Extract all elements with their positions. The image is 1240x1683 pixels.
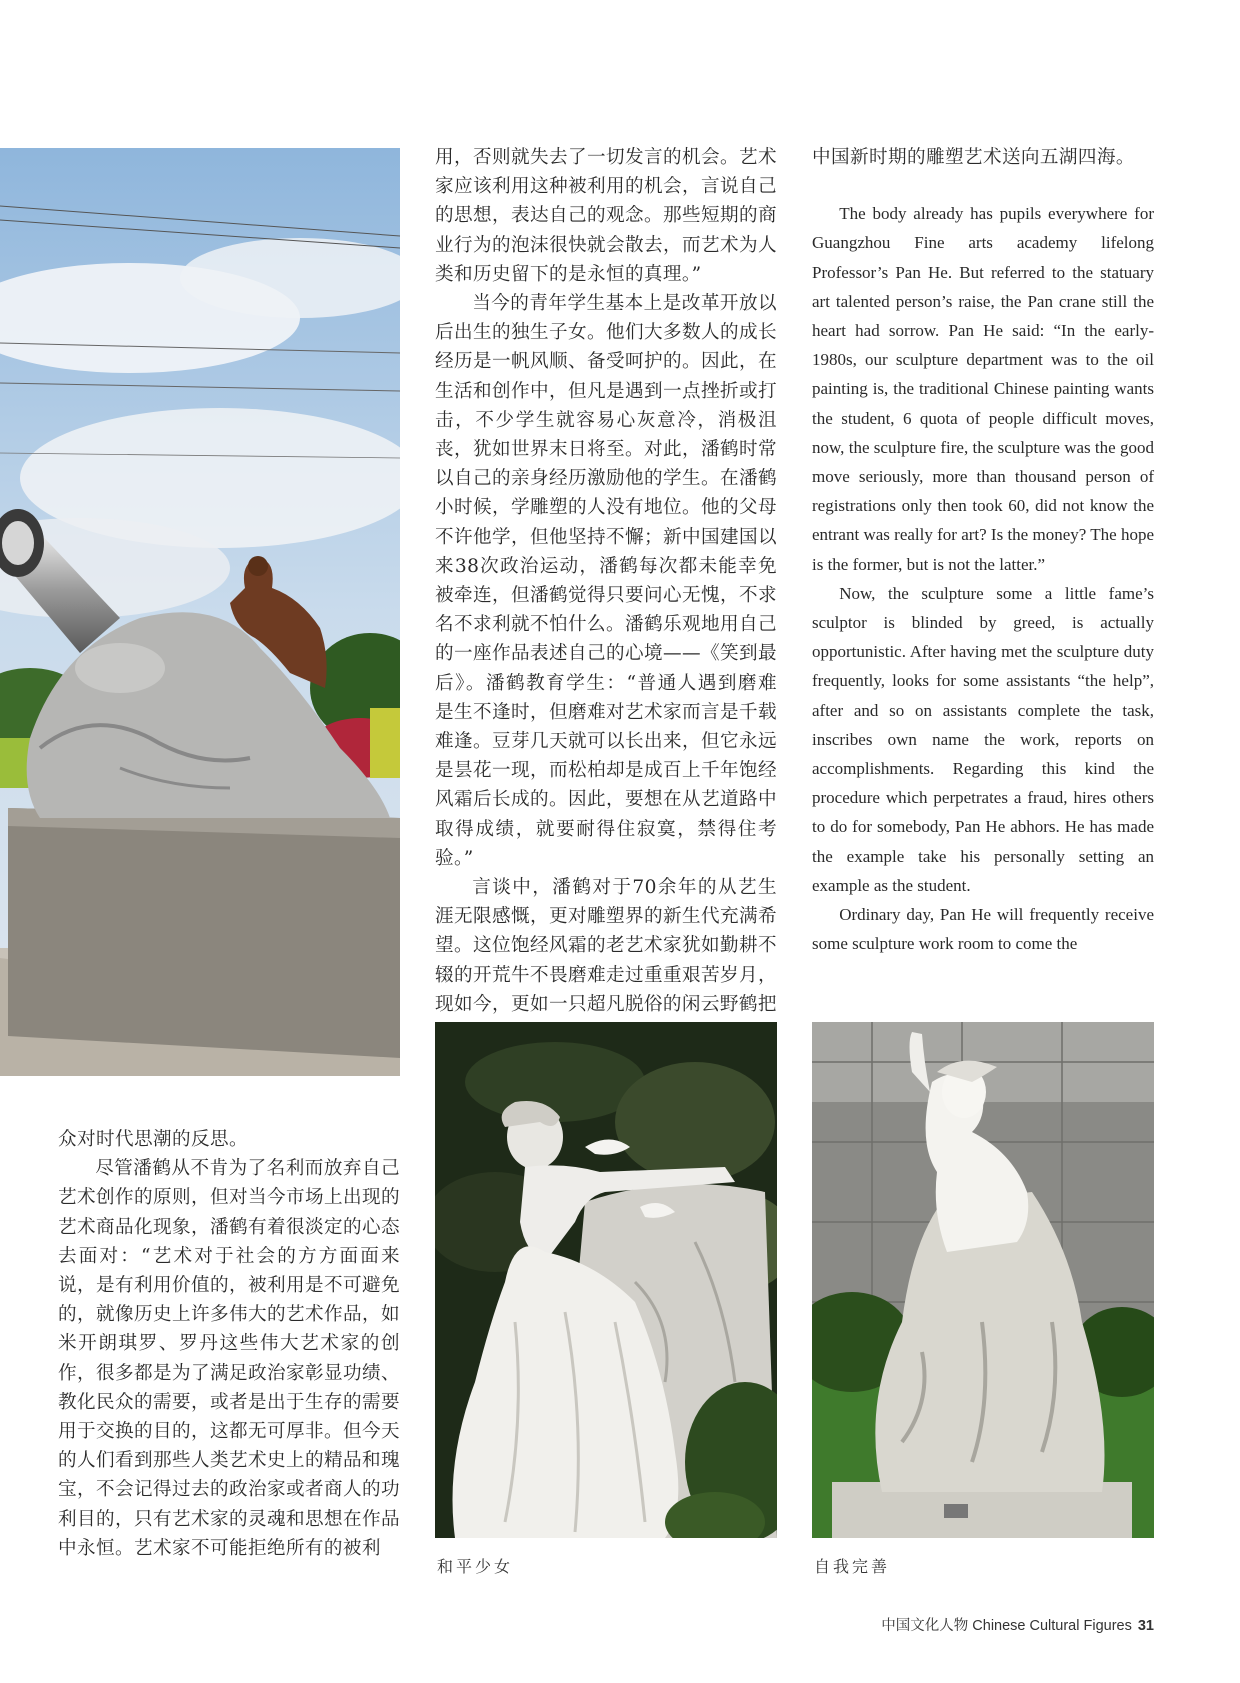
self-perfection-photo [812, 1022, 1154, 1538]
paragraph: 众对时代思潮的反思。 [58, 1129, 248, 1150]
paragraph: 中国新时期的雕塑艺术送向五湖四海。 [812, 147, 1135, 168]
paragraph: 用，否则就失去了一切发言的机会。艺术家应该利用这种被利用的机会，言说自己的思想，表达自己的观念。那些短期的商业行为的泡沫很快就会散去，而艺术为人类和历史留下的是永恒的真理。” [435, 147, 777, 285]
peace-girl-photo [435, 1022, 777, 1538]
caption-self-perfection: 自我完善 [814, 1557, 891, 1576]
text-column-right [812, 143, 1154, 958]
page-number: 31 [1137, 1618, 1154, 1634]
magazine-name: 中国文化人物 Chinese Cultural Figures [881, 1618, 1132, 1634]
paragraph: 当今的青年学生基本上是改革开放以后出生的独生子女。他们大多数人的成长经历是一帆风顺、备受呵护的。因此，在生活和创作中，但凡是遇到一点挫折或打击，不少学生就容易心灰意冷，消极沮丧，犹如世界末日将至。对此，潘鹤时常以自己的亲身经历激励他的学生。在潘鹤小时候，学雕塑的人没有地位。他的父母不许他学，但他坚持不懈；新中国建国以来38次政治运动，潘鹤每次都未能幸免被牵连，但潘鹤觉得只要问心无愧，不求名不求利就不怕什么。潘鹤乐观地用自己的一座作品表述自己的心境——《笑到最后》。潘鹤教育学生：“普通人遇到磨难是生不逢时，但磨难对艺术家而言是千载难逢。豆芽几天就可以长出来，但它永远是昙花一现，而松柏却是成百上千年饱经风霜后长成的。因此，要想在从艺道路中取得成绩，就要耐得住寂寞，禁得住考验。” [435, 293, 777, 869]
sculpture-hand-photo [0, 148, 400, 1076]
text-column-middle [435, 143, 777, 1019]
paragraph: The body already has pupils everywhere for Guangzhou Fine arts academy lifelong Professor’s Pan He. But referred to the statuary art talented person’s raise, the Pan crane still the heart had sorrow. Pan He said: “In the early-1980s, our sculpture department was to the oil painting is, the traditional Chinese painting wants the student, 6 quota of people difficult moves, now, the sculpture fire, the sculpture was the good move seriously, more than thousand person of registrations only then took 60, did not know the entrant was really for art? Is the money? The hope is the former, but is not the latter.” [812, 204, 1154, 574]
paragraph: 言谈中，潘鹤对于70余年的从艺生涯无限感慨，更对雕塑界的新生代充满希望。这位饱经风霜的老艺术家犹如勤耕不辍的开荒牛不畏磨难走过重重艰苦岁月，现如今，更如一只超凡脱俗的闲云野鹤把 [435, 877, 777, 1015]
text-column-left [58, 1125, 400, 1563]
page-footer [881, 1614, 1154, 1635]
paragraph: Ordinary day, Pan He will frequently receive some sculpture work room to come the [812, 905, 1154, 954]
paragraph: 尽管潘鹤从不肯为了名利而放弃自己艺术创作的原则，但对当今市场上出现的艺术商品化现象，潘鹤有着很淡定的心态去面对：“艺术对于社会的方方面面来说，是有利用价值的，被利用是不可避免的，就像历史上许多伟大的艺术作品，如米开朗琪罗、罗丹这些伟大艺术家的创作，很多都是为了满足政治家彰显功绩、教化民众的需要，或者是出于生存的需要用于交换的目的，这都无可厚非。但今天的人们看到那些人类艺术史上的精品和瑰宝，不会记得过去的政治家或者商人的功利目的，只有艺术家的灵魂和思想在作品中永恒。艺术家不可能拒绝所有的被利 [58, 1158, 400, 1559]
caption-peace-girl: 和平少女 [437, 1557, 514, 1576]
paragraph: Now, the sculpture some a little fame’s sculptor is blinded by greed, is actually opportunistic. After having met the sculpture duty frequently, looks for some assistants “the help”, after and so on assistants complete the task, inscribes own name the work, reports on accomplishments. Regarding this kind the procedure which perpetrates a fraud, hires others to do for somebody, Pan He abhors. He has made the example take his personally setting an example as the student. [812, 583, 1154, 895]
